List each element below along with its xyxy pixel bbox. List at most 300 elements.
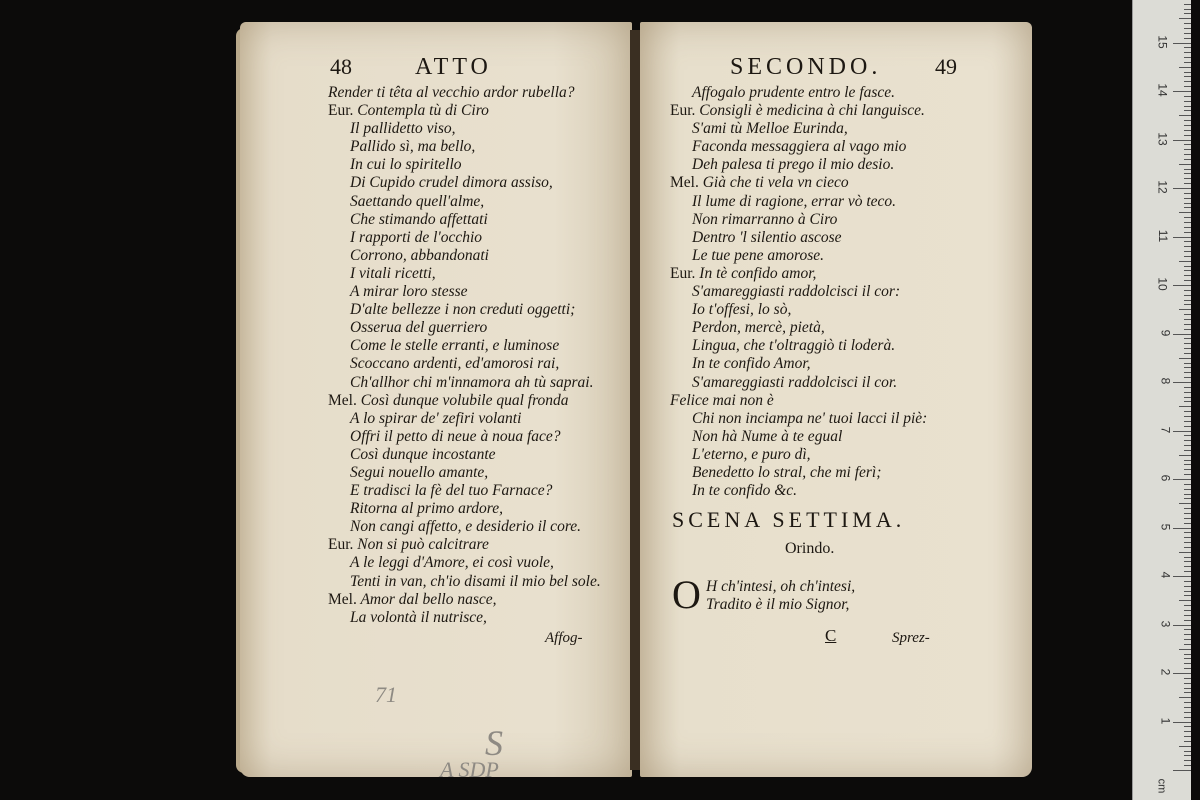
text-line [670,464,927,482]
ruler-tick [1173,140,1191,141]
ruler-tick [1184,566,1191,567]
line-text: Pallido sì, ma bello, [350,138,476,156]
text-line [328,247,601,265]
ruler-tick [1184,110,1191,111]
line-text: Render ti têta al vecchio ardor rubella? [328,84,575,101]
line-text: Così dunque volubile qual fronda [360,391,569,409]
ruler-tick [1184,295,1191,296]
line-text: In cui lo spiritello [350,156,462,174]
text-line [670,156,927,174]
ruler-tick [1184,52,1191,53]
text-line [670,337,927,355]
ruler-number: 3 [1158,620,1173,627]
ruler-tick [1184,13,1191,14]
left-catchword: Affog- [545,630,583,646]
ruler-tick [1184,445,1191,446]
line-text: E tradisci la fè del tuo Farnace? [350,482,553,500]
line-text: I rapporti de l'occhio [350,228,483,246]
ruler-tick [1184,377,1191,378]
ruler-tick [1184,692,1191,693]
text-line [670,229,927,247]
ruler-tick [1184,426,1191,427]
ruler-tick [1184,232,1191,233]
scene-heading: SCENA SETTIMA. [672,507,906,532]
text-line [328,392,601,410]
ruler-tick [1173,382,1191,383]
ruler-tick [1184,561,1191,562]
text-line [670,428,927,446]
ruler-tick [1173,188,1191,189]
ruler-tick [1184,314,1191,315]
text-line [670,84,927,102]
line-text: Lingua, che t'oltraggiò ti loderà. [692,337,896,355]
ruler-tick [1184,595,1191,596]
ruler-tick [1179,115,1191,116]
text-line [670,265,927,283]
ruler-tick [1184,28,1191,29]
ruler-tick [1184,712,1191,713]
line-text: Così dunque incostante [350,445,496,463]
ruler-tick [1179,406,1191,407]
ruler-tick [1184,203,1191,204]
text-line [328,464,601,482]
text-line [328,337,601,355]
ruler-tick [1179,309,1191,310]
ruler-tick [1184,760,1191,761]
signature-mark: C [825,626,837,645]
text-line [328,374,601,392]
ruler-tick [1173,91,1191,92]
ruler-tick [1184,702,1191,703]
text-line [328,156,601,174]
ruler-number: 15 [1155,34,1170,49]
ruler-tick [1184,484,1191,485]
text-line [670,193,927,211]
ruler-tick [1184,266,1191,267]
ruler-tick [1184,634,1191,635]
ruler-tick [1184,523,1191,524]
line-text: S'amareggiasti raddolcisci il cor. [692,373,898,391]
line-text: Ch'allhor chi m'innamora ah tù saprai. [350,373,594,391]
ruler-tick [1184,663,1191,664]
ruler-number: 4 [1158,571,1173,579]
ruler-unit: cm [1155,778,1168,794]
ruler-tick [1184,149,1191,150]
right-text-block [670,84,927,500]
left-text-block [328,84,601,627]
ruler-tick [1179,358,1191,359]
ruler-tick [1179,649,1191,650]
ruler-tick [1184,474,1191,475]
text-line [328,446,601,464]
ruler-tick [1184,586,1191,587]
ruler-tick [1184,435,1191,436]
text-line [328,120,601,138]
ruler-tick [1179,455,1191,456]
ruler-number: 12 [1155,180,1170,194]
line-text: I vitali ricetti, [350,264,436,282]
text-line [328,554,601,572]
pencil-mark-number: 71 [375,682,397,707]
line-text: Deh palesa ti prego il mio desio. [692,156,895,174]
right-page [640,22,1032,777]
ruler-tick [1184,256,1191,257]
ruler-number: 1 [1158,717,1173,724]
scene-opening-line: H ch'intesi, oh ch'intesi, [706,578,856,595]
ruler-tick [1173,237,1191,238]
ruler-tick [1184,542,1191,543]
ruler-tick [1184,658,1191,659]
text-line [328,500,601,518]
measuring-ruler [1132,0,1191,800]
right-catchword: Sprez- [892,630,930,646]
scene-opening-line: Tradito è il mio Signor, [706,596,850,614]
ruler-number: 5 [1158,523,1173,530]
ruler-number: 14 [1155,83,1170,97]
line-text: Ritorna al primo ardore, [350,500,503,518]
ruler-tick [1184,101,1191,102]
text-line [328,482,601,500]
ruler-tick [1184,741,1191,742]
ruler-tick [1184,537,1191,538]
ruler-tick [1184,620,1191,621]
text-line [328,609,601,627]
ruler-tick [1184,207,1191,208]
ruler-tick [1184,38,1191,39]
left-page-number: 48 [330,54,352,79]
ruler-tick [1184,489,1191,490]
ruler-tick [1184,62,1191,63]
ruler-tick [1173,528,1191,529]
text-line [328,193,601,211]
line-text: Io t'offesi, lo sò, [692,301,792,319]
ruler-tick [1184,717,1191,718]
line-text: Non si può calcitrare [357,536,489,554]
ruler-tick [1184,513,1191,514]
text-line [328,410,601,428]
line-text: Come le stelle erranti, e luminose [350,337,560,355]
line-text: Scoccano ardenti, ed'amorosi rai, [350,355,560,373]
line-text: Di Cupido crudel dimora assiso, [350,174,553,192]
ruler-tick [1184,76,1191,77]
text-line [328,355,601,373]
pencil-mark-letter: S [485,723,503,763]
ruler-tick [1184,106,1191,107]
line-text: Già che ti vela vn cieco [702,174,849,192]
right-running-head: SECONDO. [730,54,882,80]
ruler-number: 8 [1158,377,1173,385]
ruler-tick [1173,43,1191,44]
ruler-tick [1173,722,1191,723]
line-text: In tè confido amor, [699,264,817,282]
ruler-tick [1184,173,1191,174]
ruler-tick [1184,304,1191,305]
ruler-tick [1173,625,1191,626]
line-text: A lo spirar de' zefiri volanti [350,409,522,427]
ruler-tick [1184,726,1191,727]
line-text: Dentro 'l silentio ascose [692,228,842,246]
ruler-number: 2 [1158,668,1173,676]
scene-opening [706,578,855,614]
text-line [328,84,601,102]
left-page [240,22,632,782]
ruler-tick [1184,154,1191,155]
ruler-tick [1184,246,1191,247]
text-line [670,392,927,410]
ruler-tick [1184,464,1191,465]
line-text: Corrono, abbandonati [350,246,489,264]
text-line [328,536,601,554]
ruler-number: 6 [1158,474,1173,482]
ruler-number: 9 [1158,329,1173,336]
ruler-tick [1184,169,1191,170]
ruler-tick [1184,86,1191,87]
ruler-tick [1184,668,1191,669]
text-line [670,174,927,192]
ruler-tick [1184,518,1191,519]
line-text: La volontà il nutrisce, [350,608,487,626]
ruler-tick [1184,57,1191,58]
scene-character: Orindo. [785,540,835,557]
ruler-tick [1184,557,1191,558]
ruler-tick [1184,440,1191,441]
speaker-label: Eur. [670,264,696,282]
text-line [328,573,601,591]
ruler-tick [1184,270,1191,271]
ruler-tick [1184,280,1191,281]
ruler-tick [1184,450,1191,451]
ruler-tick [1184,416,1191,417]
line-text: L'eterno, e puro dì, [692,445,811,463]
text-line [670,211,927,229]
speaker-label: Eur. [670,102,696,120]
ruler-tick [1184,591,1191,592]
right-page-number: 49 [935,54,957,79]
ruler-tick [1184,72,1191,73]
ruler-number: 13 [1155,131,1170,146]
text-line [670,301,927,319]
ruler-tick [1184,736,1191,737]
ruler-tick [1184,241,1191,242]
line-text: S'ami tù Melloe Eurinda, [692,120,848,138]
text-line [670,138,927,156]
text-line [670,482,927,500]
line-text: In te confido Amor, [692,355,811,373]
ruler-tick [1184,33,1191,34]
ruler-tick [1184,571,1191,572]
ruler-tick [1184,227,1191,228]
text-line [670,102,927,120]
text-line [670,410,927,428]
ruler-tick [1179,18,1191,19]
ruler-number: 10 [1155,277,1170,291]
ruler-tick [1184,678,1191,679]
ruler-tick [1184,290,1191,291]
ruler-tick [1184,222,1191,223]
text-line [328,229,601,247]
line-text: Le tue pene amorose. [692,246,825,264]
ruler-tick [1184,324,1191,325]
text-line [670,247,927,265]
text-line [670,446,927,464]
text-line [670,283,927,301]
line-text: Non rimarranno à Ciro [692,210,838,228]
ruler-tick [1184,460,1191,461]
text-line [328,301,601,319]
ruler-tick [1184,319,1191,320]
ruler-tick [1173,576,1191,577]
ruler-tick [1179,67,1191,68]
line-text: Il pallidetto viso, [350,120,456,138]
ruler-tick [1184,23,1191,24]
text-line [328,591,601,609]
line-text: S'amareggiasti raddolcisci il cor: [692,283,901,301]
ruler-tick [1184,300,1191,301]
line-text: Faconda messaggiera al vago mio [692,138,907,156]
text-line [328,283,601,301]
line-text: Il lume di ragione, errar vò teco. [692,192,897,210]
ruler-tick [1184,275,1191,276]
ruler-tick [1184,183,1191,184]
line-text: Consigli è medicina à chi languisce. [699,102,925,120]
line-text: Saettando quell'alme, [350,192,485,210]
ruler-tick [1184,605,1191,606]
text-line [328,518,601,536]
ruler-tick [1184,610,1191,611]
line-text: Offri il petto di neue à noua face? [350,427,561,445]
ruler-tick [1173,285,1191,286]
ruler-tick [1184,144,1191,145]
ruler-tick [1184,765,1191,766]
ruler-tick [1184,198,1191,199]
ruler-tick [1173,673,1191,674]
ruler-tick [1184,707,1191,708]
text-line [328,428,601,446]
ruler-tick [1184,494,1191,495]
line-text: Contempla tù di Ciro [357,102,489,120]
speaker-label: Mel. [328,590,357,608]
ruler-tick [1184,532,1191,533]
text-line [670,120,927,138]
ruler-tick [1173,431,1191,432]
ruler-tick [1173,770,1191,771]
speaker-label: Eur. [328,102,354,120]
text-line [328,211,601,229]
ruler-tick [1184,629,1191,630]
ruler-tick [1184,387,1191,388]
line-text: Chi non inciampa ne' tuoi lacci il piè: [692,409,928,427]
drop-cap: O [672,572,701,617]
ruler-tick [1184,654,1191,655]
ruler-tick [1179,261,1191,262]
ruler-tick [1184,135,1191,136]
ruler-tick [1184,4,1191,5]
ruler-tick [1179,600,1191,601]
line-text: Felice mai non è [670,391,774,409]
ruler-tick [1184,343,1191,344]
ruler-tick [1184,644,1191,645]
ruler-tick [1184,120,1191,121]
text-line [670,374,927,392]
speaker-label: Mel. [328,391,357,409]
line-text: Amor dal bello nasce, [360,590,497,608]
ruler-tick [1184,363,1191,364]
ruler-tick [1184,755,1191,756]
ruler-tick [1184,547,1191,548]
ruler-tick [1184,639,1191,640]
ruler-tick [1184,421,1191,422]
ruler-tick [1184,96,1191,97]
text-line [670,355,927,373]
text-line [670,319,927,337]
ruler-tick [1184,47,1191,48]
text-line [328,174,601,192]
ruler-tick [1173,334,1191,335]
line-text: D'alte bellezze i non creduti oggetti; [350,301,576,319]
ruler-tick [1179,746,1191,747]
ruler-tick [1184,338,1191,339]
ruler-tick [1184,329,1191,330]
ruler-tick [1184,401,1191,402]
ruler-tick [1184,372,1191,373]
left-running-head: ATTO [415,54,492,80]
line-text: Tenti in van, ch'io disami il mio bel sole. [350,572,601,590]
ruler-tick [1184,217,1191,218]
line-text: Osserua del guerriero [350,319,488,337]
ruler-tick [1184,615,1191,616]
ruler-tick [1184,193,1191,194]
ruler-tick [1179,164,1191,165]
line-text: Non cangi affetto, e desiderio il core. [350,518,582,536]
ruler-tick [1184,9,1191,10]
ruler-tick [1179,212,1191,213]
line-text: Non hà Nume à te egual [692,427,843,445]
ruler-number: 11 [1155,229,1170,242]
line-text: Benedetto lo stral, che mi ferì; [692,463,882,481]
ruler-tick [1184,688,1191,689]
speaker-label: Eur. [328,536,354,554]
ruler-tick [1184,392,1191,393]
ruler-tick [1184,411,1191,412]
line-text: A mirar loro stesse [350,283,468,301]
text-line [328,319,601,337]
ruler-tick [1184,498,1191,499]
text-line [328,102,601,120]
ruler-tick [1184,125,1191,126]
ruler-tick [1179,503,1191,504]
speaker-label: Mel. [670,174,699,192]
ruler-tick [1184,367,1191,368]
ruler-tick [1179,697,1191,698]
line-text: Affogalo prudente entro le fasce. [692,84,896,101]
ruler-tick [1184,159,1191,160]
ruler-tick [1184,581,1191,582]
ruler-tick [1179,552,1191,553]
ruler-number: 7 [1158,426,1173,433]
ruler-tick [1184,751,1191,752]
ruler-tick [1184,683,1191,684]
ruler-tick [1184,469,1191,470]
ruler-tick [1184,508,1191,509]
ruler-tick [1184,178,1191,179]
ruler-tick [1184,348,1191,349]
ruler-tick [1184,353,1191,354]
ruler-tick [1173,479,1191,480]
text-line [328,138,601,156]
ruler-tick [1184,731,1191,732]
pencil-mark-shelf: A SDP [440,757,499,782]
ruler-tick [1184,397,1191,398]
